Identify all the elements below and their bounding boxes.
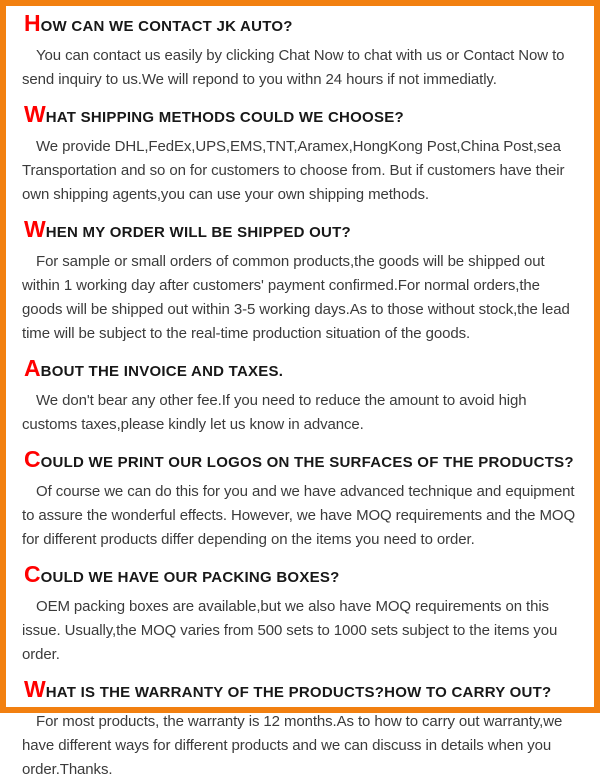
question-text: OULD WE HAVE OUR PACKING BOXES? (40, 569, 340, 586)
faq-answer: Of course we can do this for you and we have advanced technique and equipment to assure the wonderful effects. However, we have MOQ requirements and the MOQ for different products differ depending on the items you need to order. (22, 483, 576, 548)
question-text: OULD WE PRINT OUR LOGOS ON THE SURFACES OF THE PRODUCTS? (40, 454, 574, 471)
faq-answer: We don't bear any other fee.If you need to reduce the amount to avoid high customs taxes,please kindly let us know in advance. (22, 392, 527, 433)
faq-answer: You can contact us easily by clicking Chat Now to chat with us or Contact Now to send inquiry to us.We will repond to you withn 24 hours if not immediatly. (22, 47, 565, 88)
question-text: HAT SHIPPING METHODS COULD WE CHOOSE? (45, 109, 404, 126)
question-text: OW CAN WE CONTACT JK AUTO? (40, 18, 293, 35)
question-text: HEN MY ORDER WILL BE SHIPPED OUT? (45, 224, 351, 241)
faq-answer: For sample or small orders of common products,the goods will be shipped out within 1 working day after customers' payment confirmed.For normal orders,the goods will be shipped out within 3-5 working days.As to those without stock,the lead time will be subject to the real-time production situation of the goods. (22, 253, 570, 342)
question-drop-cap: A (24, 355, 41, 381)
faq-item-warranty (22, 678, 582, 782)
faq-item-shipping-methods (22, 103, 582, 207)
question-drop-cap: W (24, 101, 46, 127)
faq-question (24, 563, 582, 589)
faq-question (24, 103, 582, 129)
faq-answer: We provide DHL,FedEx,UPS,EMS,TNT,Aramex,HongKong Post,China Post,sea Transportation and so on for customers to choose from. But if customers have their own shipping agents,you can use your own shipping methods. (22, 138, 565, 203)
question-drop-cap: C (24, 561, 41, 587)
faq-answer: For most products, the warranty is 12 months.As to how to carry out warranty,we have different ways for different products and we can discuss in details when you order.Thanks. (22, 713, 563, 778)
faq-item-contact (22, 12, 582, 92)
question-drop-cap: W (24, 676, 46, 702)
faq-answer: OEM packing boxes are available,but we also have MOQ requirements on this issue. Usually,the MOQ varies from 500 sets to 1000 sets subject to the items you order. (22, 598, 558, 663)
faq-item-ship-time (22, 218, 582, 346)
question-drop-cap: C (24, 446, 41, 472)
faq-question (24, 678, 582, 704)
question-drop-cap: W (24, 216, 46, 242)
faq-item-print-logos (22, 448, 582, 552)
question-text: HAT IS THE WARRANTY OF THE PRODUCTS?HOW TO CARRY OUT? (45, 684, 552, 701)
question-text: BOUT THE INVOICE AND TAXES. (40, 363, 284, 380)
faq-question (24, 448, 582, 474)
faq-question (24, 218, 582, 244)
faq-item-packing-boxes (22, 563, 582, 667)
question-drop-cap: H (24, 10, 41, 36)
faq-question (24, 357, 582, 383)
faq-item-invoice-taxes (22, 357, 582, 437)
faq-question (24, 12, 582, 38)
